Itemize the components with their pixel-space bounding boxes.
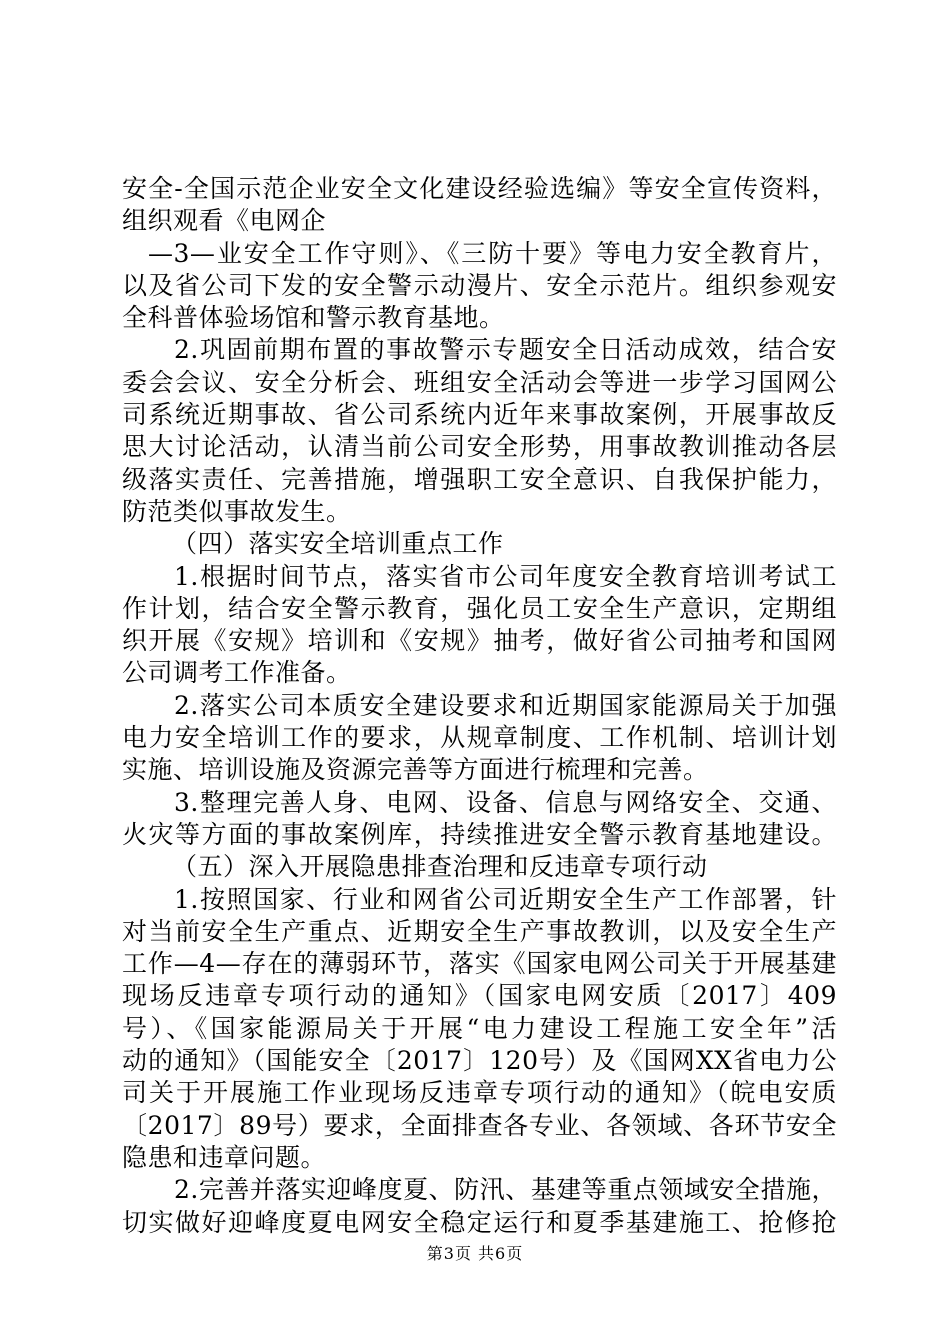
document-body (122, 173, 837, 1239)
text-line: 安全-全国示范企业安全文化建设经验选编》等安全宣传资料， (122, 174, 837, 203)
text-line: 3.整理完善人身、电网、设备、信息与网络安全、交通、 (174, 787, 837, 817)
page-number-footer: 第3页 共6页 (426, 1244, 524, 1263)
text-line: 号）、《国家能源局关于开展“电力建设工程施工安全年”活 (122, 1013, 837, 1043)
text-line: 司系统近期事故、省公司系统内近年来事故案例，开展事故反 (122, 400, 837, 430)
text-line: 以及省公司下发的安全警示动漫片、安全示范片。组织参观安 (122, 270, 837, 300)
text-line: —3—业安全工作守则》、《三防十要》等电力安全教育片， (148, 238, 837, 268)
text-line: 组织观看《电网企 (122, 206, 327, 236)
text-line: 动的通知》（国能安全〔2017〕120号）及《国网XX省电力公 (122, 1046, 837, 1076)
text-line: 防范类似事故发生。 (122, 496, 352, 526)
text-line: 电力安全培训工作的要求，从规章制度、工作机制、培训计划 (122, 723, 837, 753)
text-line: 公司调考工作准备。 (122, 658, 352, 688)
section-heading: （四）落实安全培训重点工作 (172, 529, 504, 559)
text-line: 现场反违章专项行动的通知》（国家电网安质〔2017〕409 (122, 981, 837, 1011)
text-line: 司关于开展施工作业现场反违章专项行动的通知》（皖电安质 (122, 1078, 837, 1108)
text-line: 织开展《安规》培训和《安规》抽考，做好省公司抽考和国网 (122, 626, 837, 656)
text-line: 工作—4—存在的薄弱环节，落实《国家电网公司关于开展基建 (122, 949, 837, 979)
text-line: 全科普体验场馆和警示教育基地。 (122, 303, 505, 333)
text-line: 对当前安全生产重点、近期安全生产事故教训，以及安全生产 (122, 916, 837, 946)
text-line: 2.落实公司本质安全建设要求和近期国家能源局关于加强 (174, 690, 837, 720)
text-line: 2.巩固前期布置的事故警示专题安全日活动成效，结合安 (174, 335, 837, 365)
text-line: 思大讨论活动，认清当前公司安全形势，用事故教训推动各层 (122, 432, 837, 462)
text-line: 〔2017〕89号）要求，全面排查各专业、各领域、各环节安全 (122, 1110, 837, 1140)
text-line: 隐患和违章问题。 (122, 1142, 327, 1172)
text-line: 实施、培训设施及资源完善等方面进行梳理和完善。 (122, 755, 709, 785)
text-line: 作计划，结合安全警示教育，强化员工安全生产意识，定期组 (122, 593, 837, 623)
text-line: 2.完善并落实迎峰度夏、防汛、基建等重点领域安全措施， (174, 1175, 837, 1205)
section-heading: （五）深入开展隐患排查治理和反违章专项行动 (172, 852, 708, 882)
text-line: 火灾等方面的事故案例库，持续推进安全警示教育基地建设。 (122, 819, 837, 849)
text-line: 1.按照国家、行业和网省公司近期安全生产工作部署，针 (174, 884, 837, 914)
text-line: 切实做好迎峰度夏电网安全稳定运行和夏季基建施工、抢修抢 (122, 1207, 837, 1237)
text-line: 1.根据时间节点，落实省市公司年度安全教育培训考试工 (174, 561, 837, 591)
text-line: 级落实责任、完善措施，增强职工安全意识、自我保护能力， (122, 464, 837, 494)
text-line: 委会会议、安全分析会、班组安全活动会等进一步学习国网公 (122, 367, 837, 397)
